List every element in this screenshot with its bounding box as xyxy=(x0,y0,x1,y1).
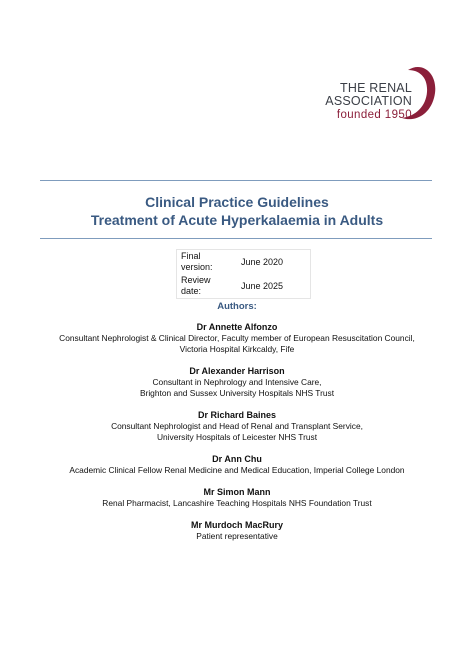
author-name: Dr Ann Chu xyxy=(212,454,262,464)
author-entry xyxy=(0,454,474,476)
author-name: Dr Richard Baines xyxy=(197,410,277,420)
review-date-label: Review date: xyxy=(181,275,211,296)
final-version-value: June 2020 xyxy=(241,256,284,267)
logo-line-1: THE RENAL xyxy=(340,81,412,95)
authors-list xyxy=(0,322,474,553)
author-name: Dr Alexander Harrison xyxy=(189,366,285,376)
author-entry xyxy=(0,410,474,443)
author-affiliation: Brighton and Sussex University Hospitals NHS Trust xyxy=(139,388,335,398)
author-entry xyxy=(0,487,474,509)
renal-association-logo xyxy=(326,62,440,130)
document-title-line-2: Treatment of Acute Hyperkalaemia in Adults xyxy=(90,212,384,228)
author-entry xyxy=(0,366,474,399)
author-entry xyxy=(0,322,474,355)
bottom-divider xyxy=(40,238,432,239)
version-table xyxy=(176,249,311,299)
author-affiliation: University Hospitals of Leicester NHS Trust xyxy=(156,432,318,442)
author-affiliation: Victoria Hospital Kirkcaldy, Fife xyxy=(179,344,295,354)
logo-line-2: ASSOCIATION xyxy=(325,94,412,108)
author-role: Academic Clinical Fellow Renal Medicine and Medical Education, Imperial College London xyxy=(69,465,405,475)
version-row-final xyxy=(177,250,311,275)
author-name: Mr Murdoch MacRury xyxy=(190,520,283,530)
final-version-label: Final version: xyxy=(181,251,213,272)
document-title-line-1: Clinical Practice Guidelines xyxy=(145,194,329,210)
top-divider xyxy=(40,180,432,181)
logo-founded-line: founded 1950 xyxy=(336,109,412,121)
version-row-review xyxy=(177,274,311,299)
author-role: Consultant Nephrologist and Head of Renal and Transplant Service, xyxy=(111,421,363,431)
author-role: Renal Pharmacist, Lancashire Teaching Hospitals NHS Foundation Trust xyxy=(102,498,372,508)
author-name: Mr Simon Mann xyxy=(203,487,271,497)
author-role: Consultant in Nephrology and Intensive Care, xyxy=(152,377,322,387)
review-date-value: June 2025 xyxy=(241,280,284,291)
author-role: Patient representative xyxy=(196,531,278,541)
authors-heading: Authors: xyxy=(217,301,257,312)
author-entry xyxy=(0,520,474,542)
author-name: Dr Annette Alfonzo xyxy=(196,322,278,332)
author-role: Consultant Nephrologist & Clinical Director, Faculty member of European Resuscitation Council, xyxy=(59,333,415,343)
